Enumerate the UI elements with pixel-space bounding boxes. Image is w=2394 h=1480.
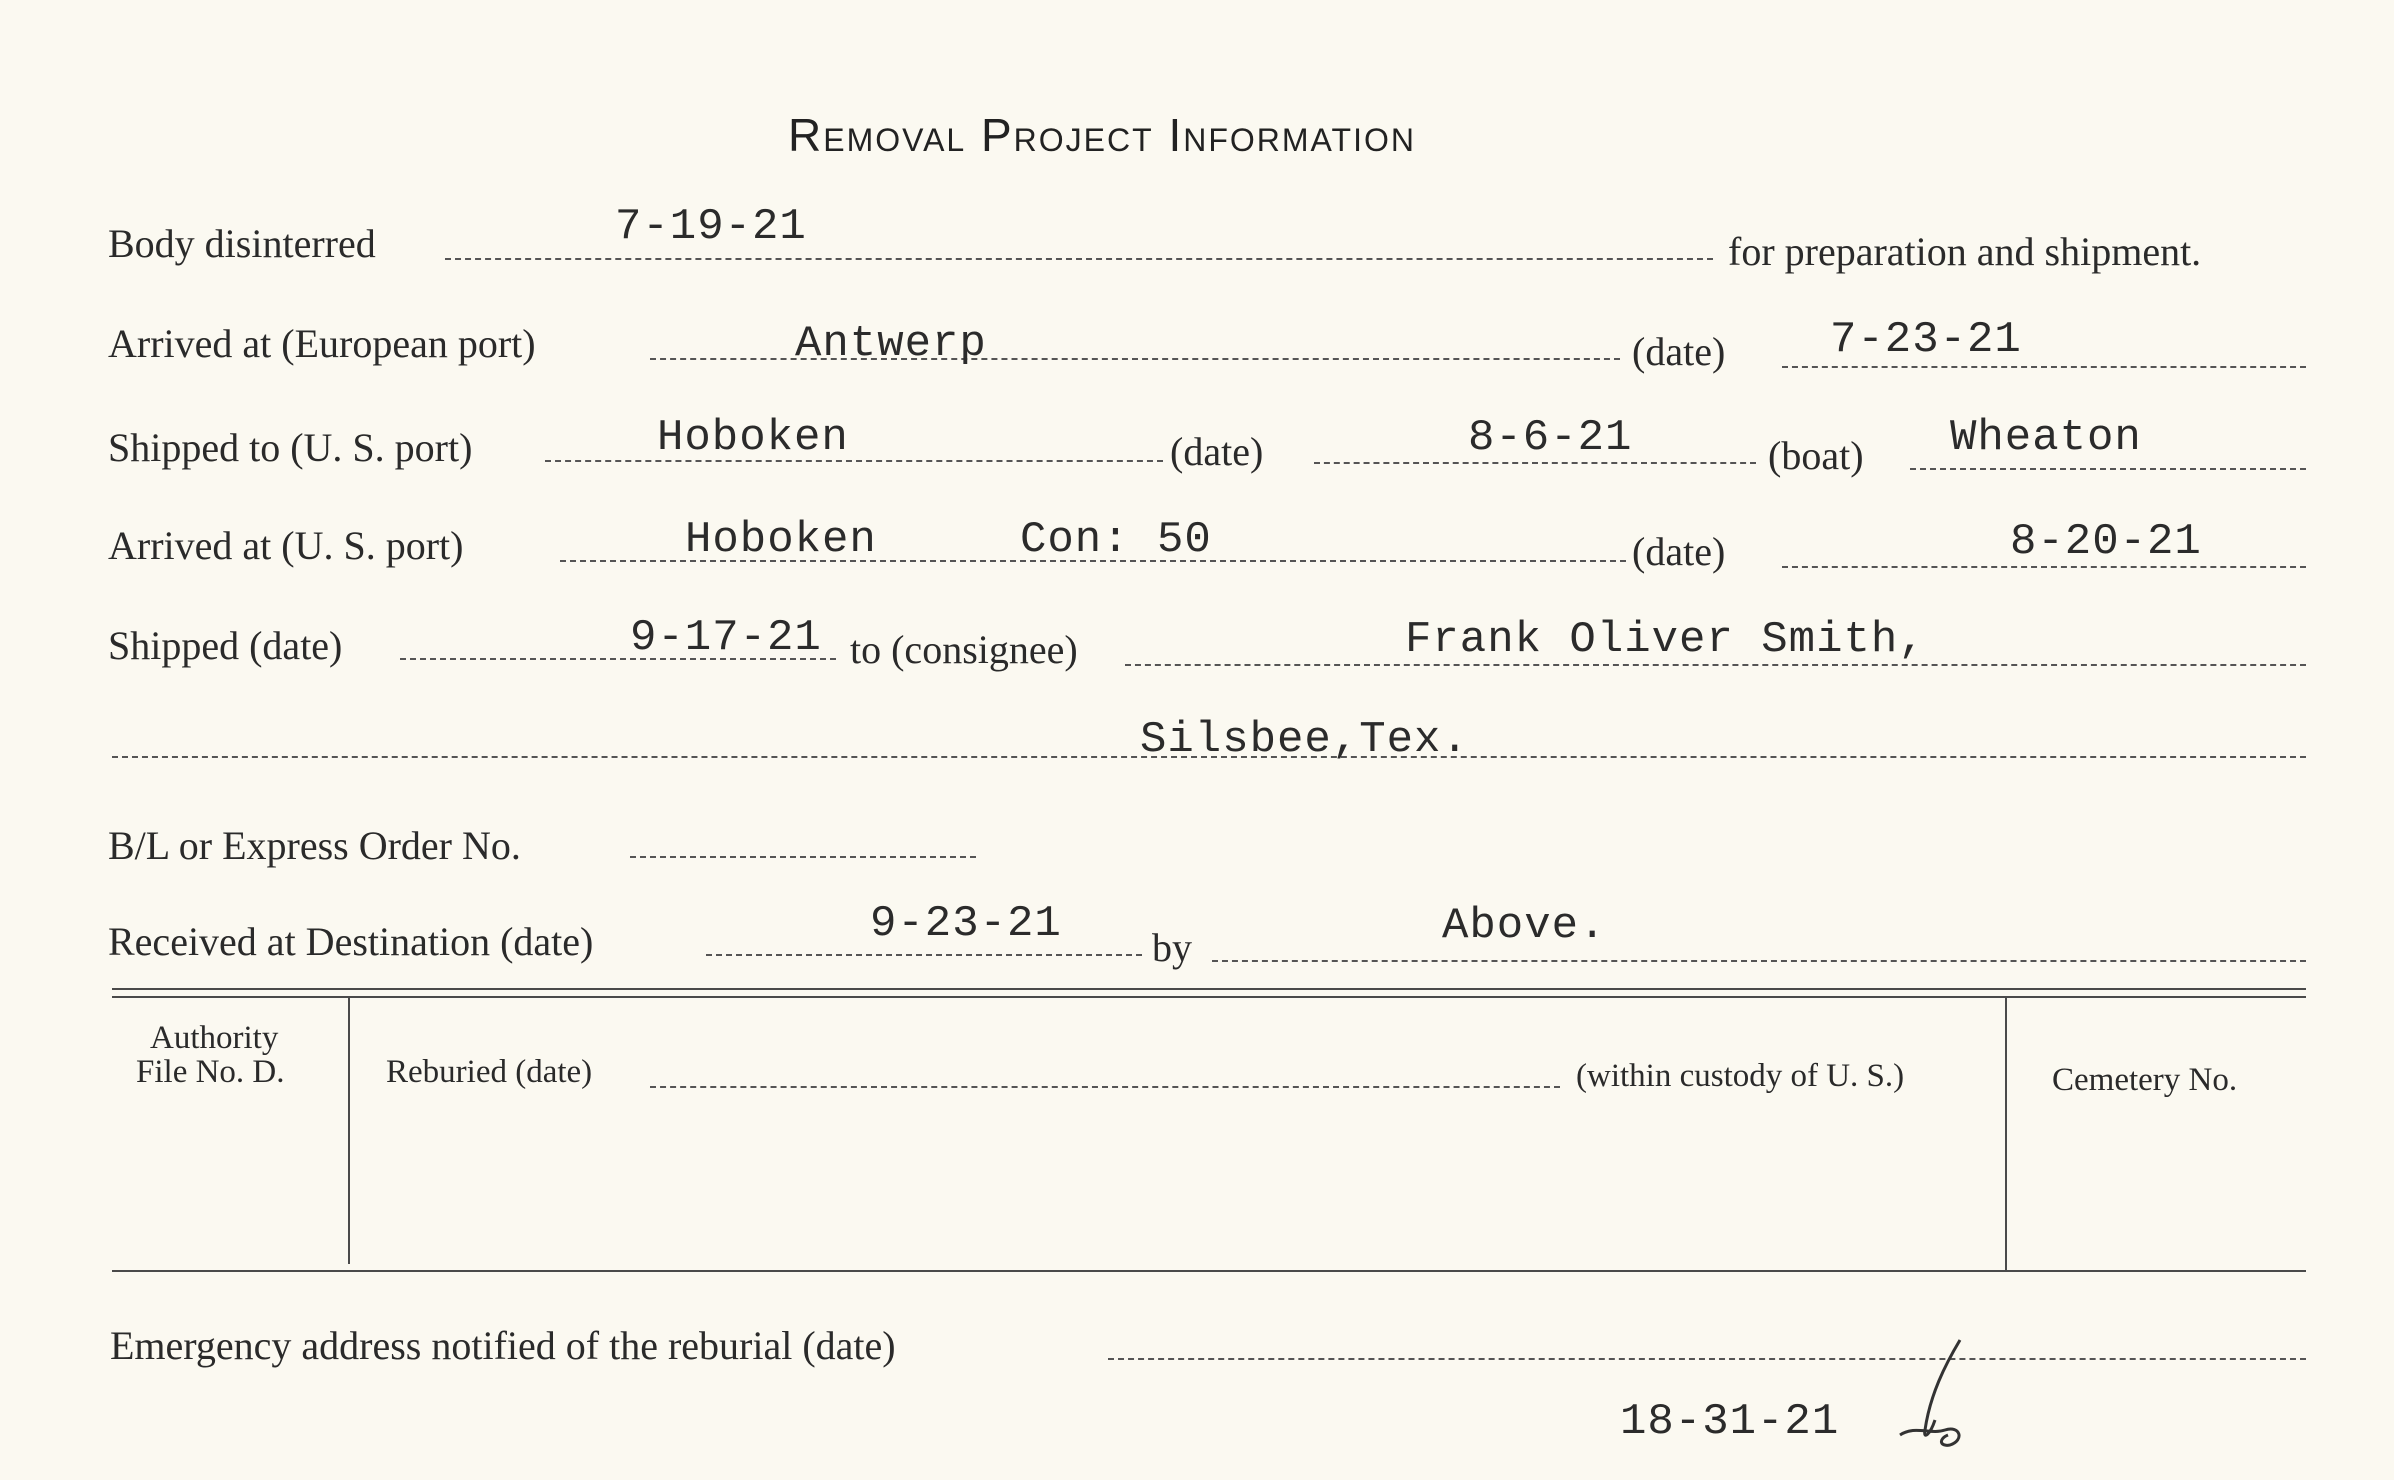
shipped-date-value: 9-17-21 bbox=[630, 613, 822, 663]
table-top-rule-2 bbox=[112, 996, 2306, 998]
us-ship-date-value: 8-6-21 bbox=[1468, 413, 1633, 463]
shipped-date-label: Shipped (date) bbox=[108, 623, 343, 668]
disinterred-date-value: 7-19-21 bbox=[615, 202, 807, 252]
arrived-date-value: 8-20-21 bbox=[2010, 517, 2202, 567]
received-date-line bbox=[706, 954, 1142, 956]
arrived-us-label: Arrived at (U. S. port) bbox=[108, 523, 464, 568]
cemetery-label: Cemetery No. bbox=[2052, 1062, 2238, 1098]
table-bottom-rule bbox=[112, 1270, 2306, 1272]
european-date-line bbox=[1782, 366, 2306, 368]
shipped-us-label: Shipped to (U. S. port) bbox=[108, 425, 473, 470]
us-port-line bbox=[545, 460, 1163, 462]
con-value: Con: 50 bbox=[1020, 515, 1212, 565]
consignee-address-value: Silsbee,Tex. bbox=[1140, 715, 1469, 765]
reburied-label: Reburied (date) bbox=[386, 1054, 593, 1090]
european-date-label: (date) bbox=[1632, 329, 1726, 374]
received-destination-label: Received at Destination (date) bbox=[108, 919, 594, 964]
bl-order-line bbox=[630, 856, 976, 858]
for-preparation-label: for preparation and shipment. bbox=[1728, 229, 2202, 274]
table-divider-left bbox=[348, 996, 350, 1264]
boat-line bbox=[1910, 468, 2306, 470]
file-no-label: File No. D. bbox=[136, 1054, 285, 1090]
european-port-value: Antwerp bbox=[795, 319, 987, 369]
bl-order-label: B/L or Express Order No. bbox=[108, 823, 521, 868]
received-by-value: Above. bbox=[1442, 901, 1607, 951]
custody-label: (within custody of U. S.) bbox=[1576, 1058, 1905, 1094]
consignee-value: Frank Oliver Smith, bbox=[1405, 615, 1926, 665]
authority-label: Authority bbox=[150, 1020, 279, 1056]
emergency-date-value: 18-31-21 bbox=[1620, 1397, 1840, 1447]
us-port-value: Hoboken bbox=[657, 413, 849, 463]
body-disinterred-label: Body disinterred bbox=[108, 221, 376, 266]
table-top-rule-1 bbox=[112, 988, 2306, 990]
table-divider-right bbox=[2005, 996, 2007, 1272]
disinterred-line bbox=[445, 258, 1713, 260]
boat-value: Wheaton bbox=[1950, 413, 2142, 463]
us-ship-date-label: (date) bbox=[1170, 429, 1264, 474]
arrived-date-label: (date) bbox=[1632, 529, 1726, 574]
emergency-label: Emergency address notified of the reburial (date) bbox=[110, 1323, 896, 1368]
reburied-line bbox=[650, 1086, 1560, 1088]
by-label: by bbox=[1152, 925, 1192, 970]
arrived-port-value: Hoboken bbox=[685, 515, 877, 565]
emergency-line bbox=[1108, 1358, 2306, 1360]
boat-label: (boat) bbox=[1768, 433, 1864, 478]
received-by-line bbox=[1212, 960, 2306, 962]
received-date-value: 9-23-21 bbox=[870, 899, 1062, 949]
handwritten-initials-signature bbox=[1890, 1335, 1990, 1455]
consignee-label: to (consignee) bbox=[850, 627, 1078, 672]
card-title: Removal Project Information bbox=[788, 109, 1416, 161]
arrived-european-label: Arrived at (European port) bbox=[108, 321, 536, 366]
european-date-value: 7-23-21 bbox=[1830, 315, 2022, 365]
